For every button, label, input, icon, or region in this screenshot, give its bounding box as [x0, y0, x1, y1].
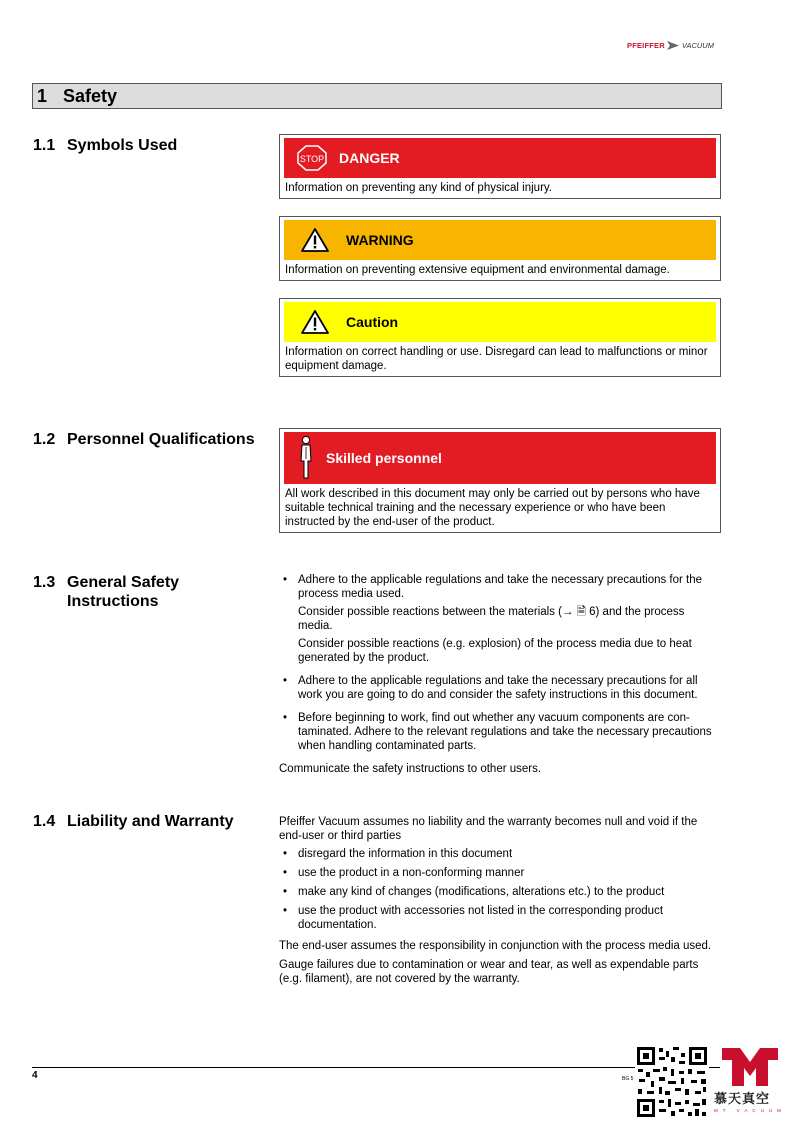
section-title-line1: General Safety — [67, 574, 180, 591]
list-item: • disregard the information in this document — [279, 847, 719, 861]
general-safety-content — [279, 573, 719, 783]
footer-rule — [32, 1067, 720, 1068]
document-code: BG 5 — [622, 1076, 634, 1082]
list-item: • Before beginning to work, find out whether any vacuum components are contaminated. Adhere to the relevant regulations and take the necessary precautions when handling contaminated parts. — [279, 711, 719, 753]
caution-box — [279, 298, 721, 377]
stop-sign-icon — [297, 145, 327, 171]
danger-box — [279, 134, 721, 199]
section-heading-liability — [33, 812, 234, 831]
danger-band — [284, 138, 716, 178]
bullet-subtext: Consider possible reactions (e.g. explosion) of the process media due to heat generated by the product. — [298, 638, 692, 664]
logo-brand-text: PFEIFFER — [627, 40, 665, 50]
mt-logo-english-text: MT VACUUM — [714, 1108, 786, 1113]
mt-vacuum-logo — [714, 1046, 786, 1113]
section-number: 1.3 — [33, 574, 56, 591]
caution-description: Information on correct handling or use. Disregard can lead to malfunctions or minor equipment damage. — [285, 346, 708, 372]
general-safety-list — [279, 573, 719, 753]
skilled-person-icon — [298, 435, 314, 481]
section-heading-personnel — [33, 430, 255, 449]
section-heading-general-safety — [33, 573, 179, 611]
liability-content — [279, 815, 719, 993]
liability-paragraph: The end-user assumes the responsibility in conjunction with the process media used. — [279, 940, 712, 952]
danger-description: Information on preventing any kind of physical injury. — [285, 182, 552, 194]
bullet-subtext: Consider possible reactions between the materials (→ 🗎 6) and the process media. — [298, 606, 685, 632]
svg-text:STOP: STOP — [299, 154, 325, 164]
section-heading-symbols — [33, 136, 177, 155]
bullet-text: • Adhere to the applicable regulations and take the necessary precautions for the process media used. — [298, 574, 703, 600]
warning-box — [279, 216, 721, 281]
liability-paragraph: Gauge failures due to contamination or wear and tear, as well as expendable parts (e.g. filament), are not covered by the warranty. — [279, 959, 699, 985]
list-item: • Adhere to the applicable regulations and take the necessary precautions for all work you are going to do and consider the safety instructions in this document. — [279, 674, 719, 702]
page-number: 4 — [32, 1070, 38, 1081]
caution-triangle-icon — [300, 309, 330, 335]
section-title: Liability and Warranty — [67, 813, 234, 830]
skilled-personnel-band — [284, 432, 716, 484]
warning-label: WARNING — [346, 232, 414, 248]
logo-vacuum-text: VACUUM — [681, 40, 714, 50]
danger-label: DANGER — [339, 150, 400, 166]
liability-intro: Pfeiffer Vacuum assumes no liability and the warranty becomes null and void if the end-user or third parties — [279, 816, 698, 842]
list-item: • use the product in a non-conforming manner — [279, 866, 719, 880]
skilled-personnel-description: All work described in this document may only be carried out by persons who have suitable technical training and the necessary experience or who have been instructed by the end-user of the product. — [285, 488, 700, 528]
list-item: • use the product with accessories not listed in the corresponding product documentation. — [279, 904, 719, 932]
list-item: • make any kind of changes (modifications, alterations etc.) to the product — [279, 885, 719, 899]
chapter-title: Safety — [63, 85, 118, 106]
liability-list — [279, 847, 719, 932]
warning-triangle-icon — [300, 227, 330, 253]
caution-band — [284, 302, 716, 342]
warning-band — [284, 220, 716, 260]
chapter-number: 1 — [37, 85, 48, 106]
section-title: Symbols Used — [67, 137, 178, 154]
section-number: 1.4 — [33, 813, 56, 830]
pfeiffer-logo — [627, 38, 714, 52]
skilled-personnel-box — [279, 428, 721, 533]
qr-code-icon — [635, 1045, 709, 1124]
logo-arrow-icon — [667, 41, 679, 50]
mt-logo-mark-icon — [720, 1046, 780, 1088]
section-title-line2: Instructions — [67, 593, 159, 610]
warning-description: Information on preventing extensive equipment and environmental damage. — [285, 264, 670, 276]
skilled-personnel-label: Skilled personnel — [326, 450, 442, 466]
list-item — [279, 573, 719, 665]
section-title: Personnel Qualifications — [67, 431, 255, 448]
section-number: 1.2 — [33, 431, 56, 448]
caution-label: Caution — [346, 314, 399, 330]
chapter-heading — [32, 83, 722, 109]
mt-logo-chinese-text: 慕天真空 — [714, 1092, 771, 1107]
closing-paragraph: Communicate the safety instructions to other users. — [279, 763, 542, 775]
section-number: 1.1 — [33, 137, 56, 154]
